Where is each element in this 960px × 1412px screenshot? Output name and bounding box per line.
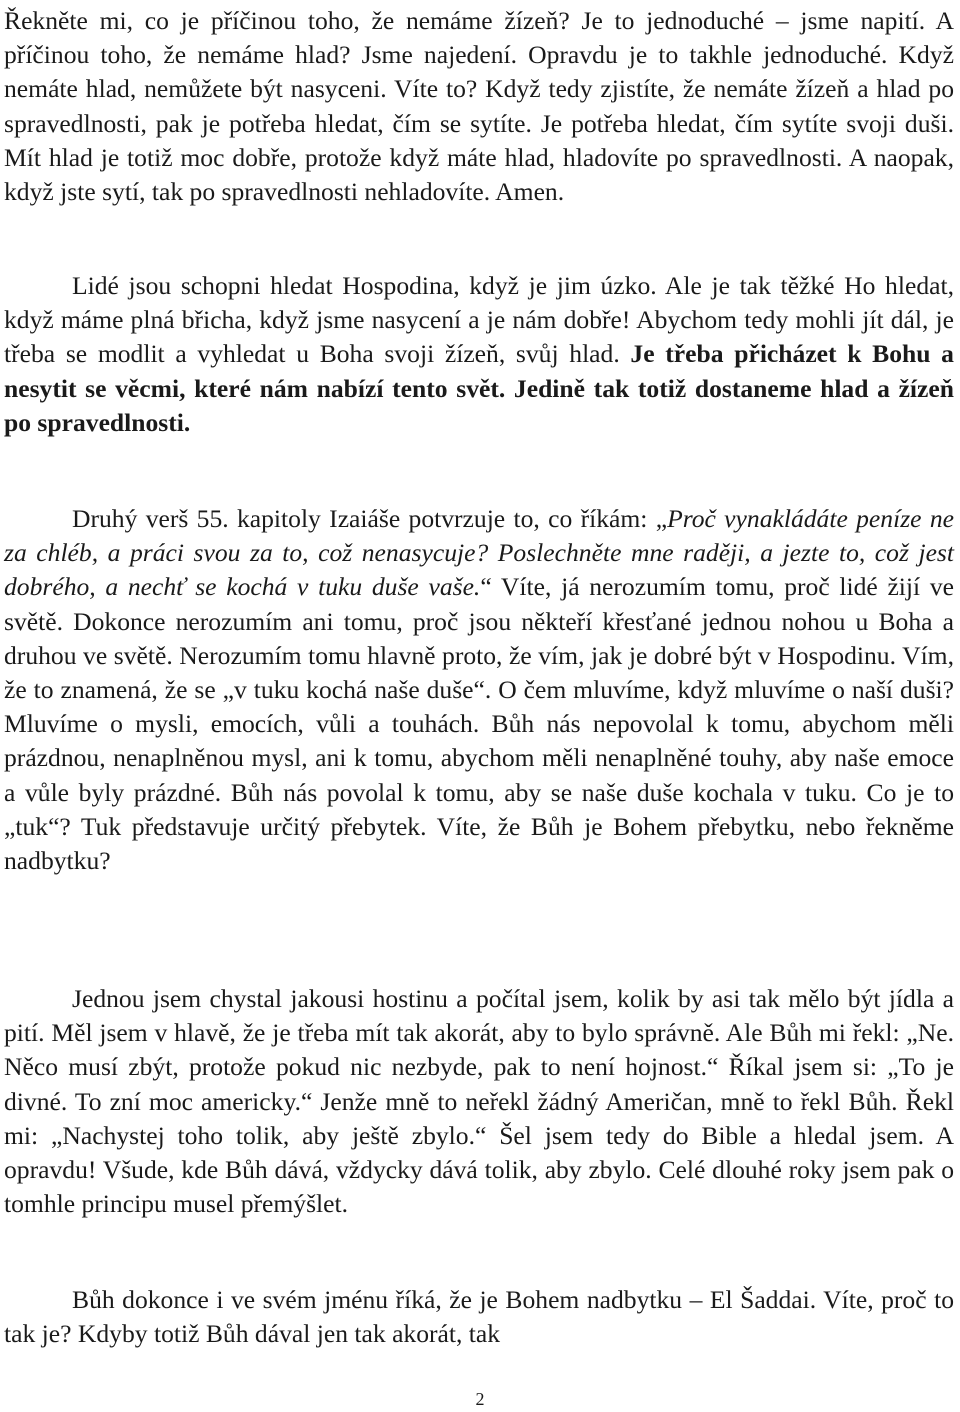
paragraph-feast xyxy=(4,982,954,1221)
paragraph-text: Bůh dokonce i ve svém jménu říká, že je Bohem nadbytku – El Šaddai. Víte, proč to tak je? Kdyby totiž Bůh dával jen tak akorát, tak xyxy=(4,1285,954,1349)
paragraph-text: Řekněte mi, co je příčinou toho, že nemáme žízeň? Je to jednoduché – jsme napití. A příčinou toho, že nemáme hlad? Jsme najedení. Opravdu je to takhle jednoduché. Když nemáte hlad, nemůžete být nasyceni. Víte to? Když tedy zjistíte, že nemáte žízeň a hlad po spravedlnosti, pak je potřeba hledat, čím se sytíte. Je potřeba hledat, čím sytíte svoji duši. Mít hlad je totiž moc dobře, protože když máte hlad, hladovíte po spravedlnosti. A naopak, když jste sytí, tak po spravedlnosti nehladovíte. Amen. xyxy=(4,6,954,207)
paragraph-text: Jednou jsem chystal jakousi hostinu a počítal jsem, kolik by asi tak mělo být jídla a pití. Měl jsem v hlavě, že je třeba mít tak akorát, aby to bylo správně. Ale Bůh mi řekl: „Ne. Něco musí zbýt, protože pokud nic nezbyde, pak to není hojnost.“ Říkal jsem si: „To je divné. To zní moc americky.“ Jenže mně to neřekl žádný Američan, mně to řekl Bůh. Řekl mi: „Nachystej toho tolik, aby ještě zbylo.“ Šel jsem tedy do Bible a hledal jsem. A opravdu! Všude, kde Bůh dává, vždycky dává tolik, aby zbylo. Celé dlouhé roky jsem pak o tomhle principu musel přemýšlet. xyxy=(4,984,954,1219)
paragraph-text: Druhý verš 55. kapitoly Izaiáše potvrzuje to, co říkám: „ xyxy=(72,504,668,533)
paragraph-thirst-and-hunger xyxy=(4,4,954,209)
quoted-verse-italic: Proč vynakládáte peníze ne za chléb, a práci svou za to, což nenasycuje? Poslechněte mne raději, a jezte to, což jest dobrého, a nechť se kochá v tuku duše vaše. xyxy=(4,504,954,602)
paragraph-isaiah-verse xyxy=(4,502,954,878)
paragraph-text: Lidé jsou schopni hledat Hospodina, když je jim úzko. Ale je tak těžké Ho hledat, když máme plná břicha, když jsme nasycení a je nám dobře! Abychom tedy mohli jít dál, je třeba se modlit a vyhledat u Boha svoji žízeň, svůj hlad. xyxy=(4,271,954,369)
paragraph-text: “ Víte, já nerozumím tomu, proč lidé žijí ve světě. Dokonce nerozumím ani tomu, proč jsou někteří křesťané jednou nohou u Boha a druhou ve světě. Nerozumím tomu hlavně proto, že vím, jak je dobré být v Hospodinu. Vím, že to znamená, že se „v tuku kochá naše duše“. O čem mluvíme, když mluvíme o naší duši? Mluvíme o mysli, emocích, vůli a touhách. Bůh nás nepovolal k tomu, abychom měli prázdnou, nenaplněnou mysl, ani k tomu, abychom měli nenaplněné touhy, aby naše emoce a vůle byly prázdné. Bůh nás povolal k tomu, aby se naše duše kochala v tuku. Co je to „tuk“? Tuk představuje určitý přebytek. Víte, že Bůh je Bohem přebytku, nebo řekněme nadbytku? xyxy=(4,572,954,876)
emphasis-bold-text: Je třeba přicházet k Bohu a nesytit se věcmi, které nám nabízí tento svět. Jedině tak totiž dostaneme hlad a žízeň po spravedlnosti. xyxy=(4,339,954,437)
paragraph-seeking-god xyxy=(4,269,954,440)
paragraph-el-shaddai xyxy=(4,1283,954,1351)
page-number: 2 xyxy=(475,1389,485,1409)
